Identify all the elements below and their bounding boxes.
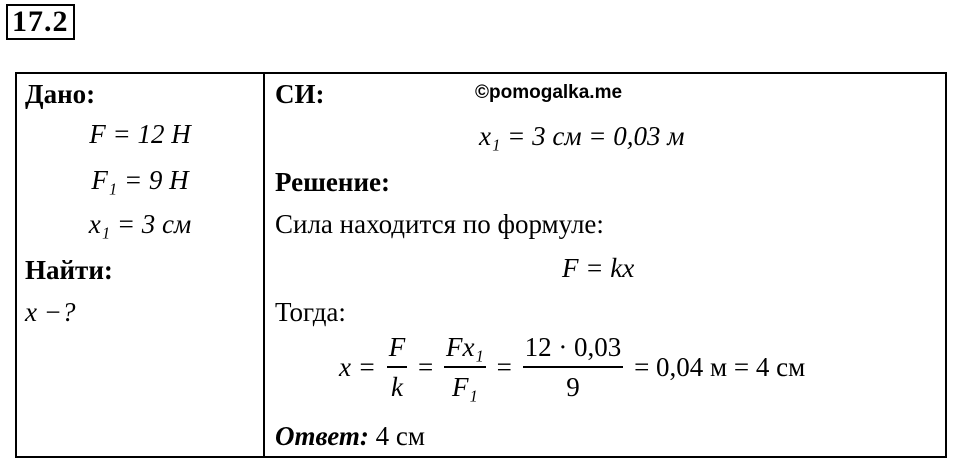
- solution-table: [15, 72, 947, 458]
- fraction-numeric: [523, 328, 624, 406]
- solution-formula: F = kx: [562, 253, 635, 283]
- given-force: F = 12 Н: [89, 119, 191, 149]
- si-conversion: x₁ = 3 см = 0,03 м: [479, 121, 685, 151]
- problem-number: 17.2: [6, 4, 75, 40]
- answer-value: 4 см: [375, 421, 425, 451]
- find-heading: Найти:: [25, 255, 113, 285]
- fraction-3-denominator: 9: [566, 372, 580, 402]
- calc-result: = 0,04 м = 4 см: [634, 351, 806, 382]
- fraction-f-over-k: [387, 328, 408, 406]
- column-divider: [263, 74, 265, 456]
- fraction-2-denominator: F₁: [451, 372, 478, 402]
- answer-line: [275, 420, 425, 452]
- solution-then: Тогда:: [275, 297, 346, 327]
- watermark: ©pomogalka.me: [475, 82, 623, 103]
- equals-sign: =: [417, 351, 434, 382]
- find-item: x −?: [25, 297, 76, 327]
- answer-label: Ответ:: [275, 421, 369, 451]
- fraction-2-numerator: Fx₁: [444, 328, 486, 368]
- fraction-3-numerator: 12 · 0,03: [523, 328, 624, 368]
- fraction-fx1-over-f1: [444, 328, 486, 406]
- fraction-1-denominator: k: [390, 372, 403, 402]
- fraction-1-numerator: F: [387, 328, 408, 368]
- equals-sign: =: [496, 351, 512, 382]
- si-heading: СИ:: [275, 79, 325, 109]
- given-extension-1: x₁ = 3 см: [88, 209, 192, 239]
- solution-intro: Сила находится по формуле:: [275, 209, 604, 239]
- given-force-1: F₁ = 9 Н: [91, 165, 189, 195]
- calculation: [339, 328, 805, 406]
- given-heading: Дано:: [25, 79, 96, 109]
- solution-heading: Решение:: [275, 167, 390, 197]
- calc-lhs: x =: [339, 351, 376, 382]
